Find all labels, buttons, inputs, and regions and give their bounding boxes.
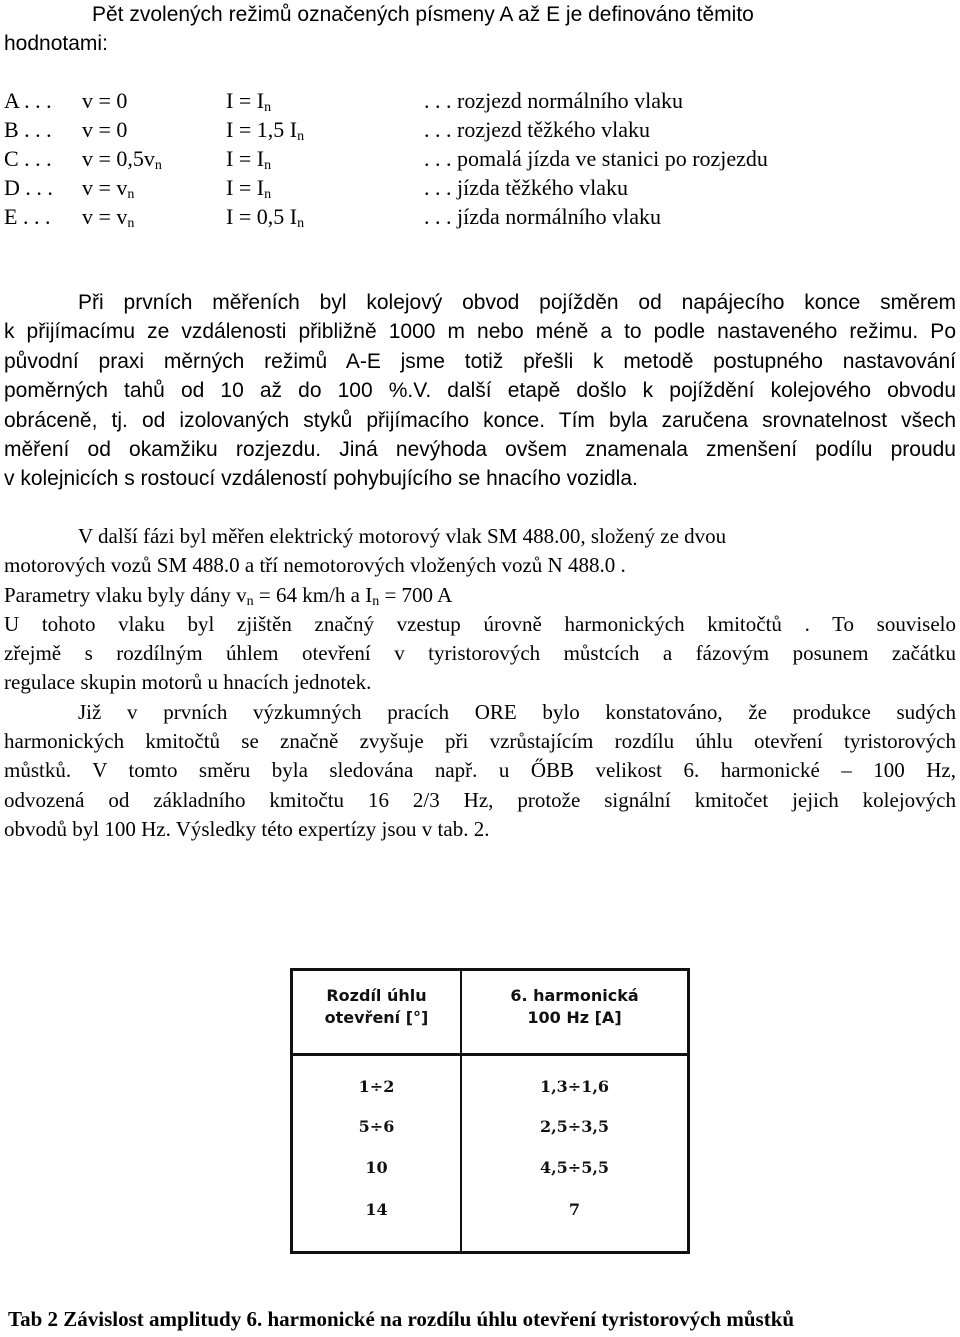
mode-current-text: I = I — [226, 146, 265, 171]
mode-description: . . . pomalá jízda ve stanici po rozjezdu — [424, 146, 768, 171]
intro-line-2: hodnotami: — [4, 32, 108, 55]
table-cell-amplitude: 1,3÷1,6 — [539, 1077, 610, 1096]
table-header-angle — [293, 985, 460, 1029]
paragraph-line: můstků. V tomto směru byla sledována např. u ŐBB velikost 6. harmonické – 100 Hz, — [4, 758, 956, 783]
mode-speed-sub: n — [154, 158, 162, 173]
mode-current-sub: n — [264, 187, 272, 202]
paragraph-line — [4, 581, 956, 610]
paragraph-line-text: V další fázi byl měřen elektrický motorový vlak SM 488.00, složený ze dvou — [78, 524, 727, 548]
table-cell-amplitude: 7 — [568, 1200, 581, 1219]
mode-speed-text: v = 0,5v — [82, 146, 155, 171]
table-cell-angle: 1÷2 — [358, 1077, 395, 1096]
paragraph-line: k přijímacímu ze vzdálenosti přibližně 1000 m nebo méně a to podle nastaveného režimu. Po — [4, 320, 956, 344]
mode-current-text: I = I — [226, 88, 265, 113]
mode-speed — [82, 173, 134, 202]
harmonics-table — [290, 968, 690, 1254]
table-cell-angle: 10 — [365, 1158, 388, 1177]
mode-current-text: I = 1,5 I — [226, 117, 298, 142]
mode-speed — [82, 144, 162, 173]
paragraph-line: harmonických kmitočtů se značně zvyšuje při vzrůstajícím rozdílu úhlu otevření tyristorových — [4, 729, 956, 754]
paragraph-line: obráceně, tj. od izolovaných styků přijímacího konce. Tím byla zaručena srovnatelnost všech — [4, 408, 956, 432]
paragraph-line: odvozená od základního kmitočtu 16 2/3 Hz, protože signální kmitočet jejich kolejových — [4, 787, 956, 812]
mode-current-sub: n — [297, 216, 305, 231]
table-header-text: 6. harmonická — [510, 986, 639, 1005]
paragraph-line: poměrných tahů od 10 až do 100 %.V. další etapě došlo k pojíždění kolejového obvodu — [4, 379, 956, 403]
mode-letter: C . . . — [4, 146, 52, 171]
paragraph-measurements — [4, 288, 956, 494]
mode-speed-sub: n — [127, 187, 135, 202]
mode-current-sub: n — [264, 100, 272, 115]
mode-description: . . . jízda normálního vlaku — [424, 204, 662, 229]
mode-speed — [82, 86, 127, 115]
table-cell-amplitude: 4,5÷5,5 — [539, 1158, 610, 1177]
intro-text — [4, 0, 904, 58]
mode-speed-text: v = 0 — [82, 117, 128, 142]
mode-speed-text: v = v — [82, 175, 128, 200]
mode-description: . . . rozjezd normálního vlaku — [424, 88, 684, 113]
params-text-b: = 64 km/h a I — [253, 582, 373, 607]
params-text-a: Parametry vlaku byly dány v — [4, 582, 247, 607]
paragraph-line: regulace skupin motorů u hnacích jednotek. — [4, 670, 372, 695]
paragraph-line: obvodů byl 100 Hz. Výsledky této expertízy jsou v tab. 2. — [4, 816, 490, 841]
mode-letter: B . . . — [4, 117, 52, 142]
mode-speed-text: v = v — [82, 204, 128, 229]
mode-speed — [82, 115, 127, 144]
paragraph-line-text: Již v prvních výzkumných pracích ORE bylo konstatováno, že produkce sudých — [78, 699, 956, 724]
mode-current-text: I = 0,5 I — [226, 204, 298, 229]
table-header-divider — [293, 1053, 687, 1056]
mode-current-sub: n — [297, 129, 305, 144]
paragraph-line — [4, 698, 956, 727]
mode-description: . . . rozjezd těžkého vlaku — [424, 117, 651, 142]
mode-current — [226, 86, 271, 115]
mode-current — [226, 173, 271, 202]
paragraph-line: původní praxi měrných režimů A-E jsme totiž přešli k metodě postupného nastavování — [4, 349, 956, 373]
params-text-c: = 700 A — [379, 582, 453, 607]
table-caption: Tab 2 Závislost amplitudy 6. harmonické na rozdílu úhlu otevření tyristorových můstků — [8, 1307, 795, 1331]
params-sub-2: n — [372, 593, 380, 609]
mode-current — [226, 115, 304, 144]
paragraph-line: měření od okamžiku rozjezdu. Jiná nevýhoda ovšem znamenala zmenšení podílu proudu — [4, 438, 956, 462]
table-header-amplitude — [462, 985, 687, 1029]
table-cell-angle: 14 — [365, 1200, 388, 1219]
table-header-text: Rozdíl úhlu — [326, 986, 427, 1005]
mode-letter: A . . . — [4, 88, 52, 113]
paragraph-line: zřejmě s rozdílným úhlem otevření v tyristorových můstcích a fázovým posunem začátku — [4, 641, 956, 666]
table-header-text: 100 Hz [A] — [527, 1008, 622, 1027]
mode-speed-text: v = 0 — [82, 88, 128, 113]
paragraph-line: v kolejnicích s rostoucí vzdáleností pohybujícího se hnacího vozidla. — [4, 467, 638, 491]
mode-current-sub: n — [264, 158, 272, 173]
table-header-text: otevření [°] — [324, 1008, 429, 1027]
paragraph-line — [4, 288, 956, 317]
paragraph-train — [4, 522, 956, 844]
table-cell-angle: 5÷6 — [358, 1117, 395, 1136]
mode-current — [226, 202, 304, 231]
mode-current-text: I = I — [226, 175, 265, 200]
paragraph-line: motorových vozů SM 488.0 a tří nemotorových vložených vozů N 488.0 . — [4, 553, 626, 578]
params-sub-1: n — [246, 593, 254, 609]
mode-letter: D . . . — [4, 175, 53, 200]
paragraph-line: U tohoto vlaku byl zjištěn značný vzestup úrovně harmonických kmitočtů . To souviselo — [4, 611, 956, 636]
mode-current — [226, 144, 271, 173]
mode-letter: E . . . — [4, 204, 51, 229]
mode-description: . . . jízda těžkého vlaku — [424, 175, 629, 200]
intro-line-1: Pět zvolených režimů označených písmeny A až E je definováno těmito — [92, 3, 754, 26]
table-cell-amplitude: 2,5÷3,5 — [539, 1117, 610, 1136]
paragraph-line — [4, 522, 956, 551]
mode-speed — [82, 202, 134, 231]
paragraph-line-text: Při prvních měřeních byl kolejový obvod pojížděn od napájecího konce směrem — [78, 291, 956, 314]
mode-speed-sub: n — [127, 216, 135, 231]
